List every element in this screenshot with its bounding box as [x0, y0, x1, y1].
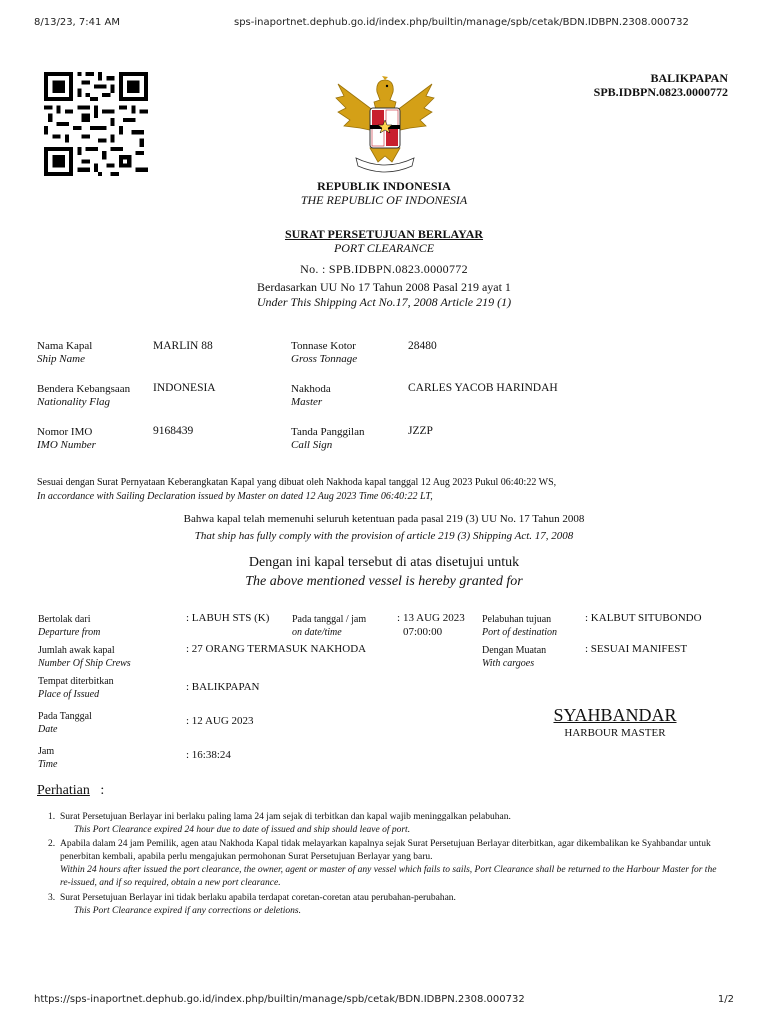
- issue-date-value: : 12 AUG 2023: [186, 715, 254, 727]
- document-title-id: SURAT PERSETUJUAN BERLAYAR: [284, 227, 484, 241]
- departure-datetime-colon: :: [397, 612, 401, 624]
- place-issued-label: Tempat diterbitkan Place of Issued: [38, 676, 114, 700]
- note-item-3: 3. Surat Persetujuan Berlayar ini tidak berlaku apabila terdapat coretan-coretan atau perubahan-perubahan. This Port Clearance expired if any corrections or deletions.: [48, 893, 456, 916]
- grant-statement-en: The above mentioned vessel is hereby granted for: [245, 574, 523, 589]
- issue-time-value: : 16:38:24: [186, 749, 231, 761]
- cargo-label: Dengan Muatan With cargoes: [482, 645, 547, 669]
- garuda-emblem-icon: [330, 66, 440, 176]
- compliance-statement-en: That ship has fully comply with the provision of article 219 (3) Shipping Act. 17, 2008: [194, 530, 574, 542]
- master-label: Nakhoda Master: [291, 383, 331, 408]
- ship-name-value: MARLIN 88: [153, 340, 213, 352]
- print-page-title: sps-inaportnet.dephub.go.id/index.php/builtin/manage/spb/cetak/BDN.IDBPN.2308.000732: [234, 17, 689, 28]
- departure-time-value: 07:00:00: [403, 626, 443, 638]
- note-item-2: 2. Apabila dalam 24 jam Pemilik, agen atau Nakhoda Kapal tidak melayarkan kapalnya sejak Surat Persetujuan Berlayar diterbitkan, agar dikembalikan ke Syahbandar untuk penerbitan kembali, apabila perlu mengajukan permohonan Surat Persetujuan Berlayar yang baru. Within 24 hours after issued the port clearance, the owner, agent or master of any vessel which fails to sails, Port Clearance shall be returned to the Harbour Master for the re-issued, and if so required, obtain a new port clearance.: [48, 839, 717, 888]
- nationality-flag-value: INDONESIA: [153, 382, 216, 394]
- sailing-declaration-id: Sesuai dengan Surat Pernyataan Keberangkatan Kapal yang dibuat oleh Nakhoda kapal tanggal 12 Aug 2023 Pukul 06:40:22 WS,: [37, 477, 557, 488]
- gross-tonnage-label: Tonnase Kotor Gross Tonnage: [291, 340, 358, 365]
- grant-statement-id: Dengan ini kapal tersebut di atas disetujui untuk: [248, 555, 520, 570]
- qr-code-icon: [42, 72, 150, 176]
- print-page-number: 1/2: [717, 994, 734, 1005]
- country-name-id: REPUBLIK INDONESIA: [317, 179, 451, 193]
- notes-heading: Perhatian :: [37, 783, 105, 798]
- harbour-master-title-en: HARBOUR MASTER: [564, 727, 666, 739]
- spb-code: SPB.IDBPN.0823.0000772: [593, 85, 728, 99]
- nationality-flag-label: Bendera Kebangsaan Nationality Flag: [37, 383, 131, 408]
- crew-count-value: : 27 ORANG TERMASUK NAKHODA: [186, 643, 367, 655]
- country-name-en: THE REPUBLIC OF INDONESIA: [300, 193, 468, 207]
- ship-name-label: Nama Kapal Ship Name: [37, 340, 93, 365]
- destination-value: : KALBUT SITUBONDO: [585, 612, 702, 624]
- harbour-master-title-id: SYAHBANDAR: [553, 705, 677, 725]
- legal-basis-id: Berdasarkan UU No 17 Tahun 2008 Pasal 219 ayat 1: [257, 280, 511, 294]
- note-item-1: 1. Surat Persetujuan Berlayar ini berlaku paling lama 24 jam sejak di terbitkan dan kapal wajib meninggalkan pelabuhan. This Port Clearance expired 24 hour due to date of issued and ship should leave of port.: [48, 812, 511, 835]
- gross-tonnage-value: 28480: [408, 340, 437, 352]
- departure-date-value: 13 AUG 2023: [403, 612, 465, 624]
- departure-datetime-label: Pada tanggal / jam on date/time: [292, 614, 367, 638]
- print-datetime: 8/13/23, 7:41 AM: [34, 17, 121, 28]
- sailing-declaration-en: In accordance with Sailing Declaration issued by Master on dated 12 Aug 2023 Time 06:40:22 LT,: [37, 491, 433, 502]
- imo-number-label: Nomor IMO IMO Number: [37, 426, 96, 451]
- master-value: CARLES YACOB HARINDAH: [408, 382, 558, 394]
- place-issued-value: : BALIKPAPAN: [186, 681, 260, 693]
- cargo-value: : SESUAI MANIFEST: [585, 643, 688, 655]
- call-sign-value: JZZP: [408, 425, 433, 437]
- destination-label: Pelabuhan tujuan Port of destination: [482, 614, 557, 638]
- issuer-city: BALIKPAPAN: [650, 71, 728, 85]
- compliance-statement-id: Bahwa kapal telah memenuhi seluruh ketentuan pada pasal 219 (3) UU No. 17 Tahun 2008: [183, 513, 585, 525]
- print-url: https://sps-inaportnet.dephub.go.id/index.php/builtin/manage/spb/cetak/BDN.IDBPN.2308.000732: [34, 994, 525, 1005]
- document-title-en: PORT CLEARANCE: [333, 241, 435, 255]
- issue-time-label: Jam Time: [38, 746, 58, 770]
- imo-number-value: 9168439: [153, 425, 194, 437]
- crew-count-label: Jumlah awak kapal Number Of Ship Crews: [38, 645, 131, 669]
- call-sign-label: Tanda Panggilan Call Sign: [291, 426, 365, 451]
- legal-basis-en: Under This Shipping Act No.17, 2008 Article 219 (1): [256, 295, 512, 309]
- departure-label: Bertolak dari Departure from: [38, 614, 101, 638]
- departure-value: : LABUH STS (K): [186, 612, 270, 624]
- issue-date-label: Pada Tanggal Date: [38, 711, 92, 735]
- document-number: No. : SPB.IDBPN.0823.0000772: [300, 262, 468, 276]
